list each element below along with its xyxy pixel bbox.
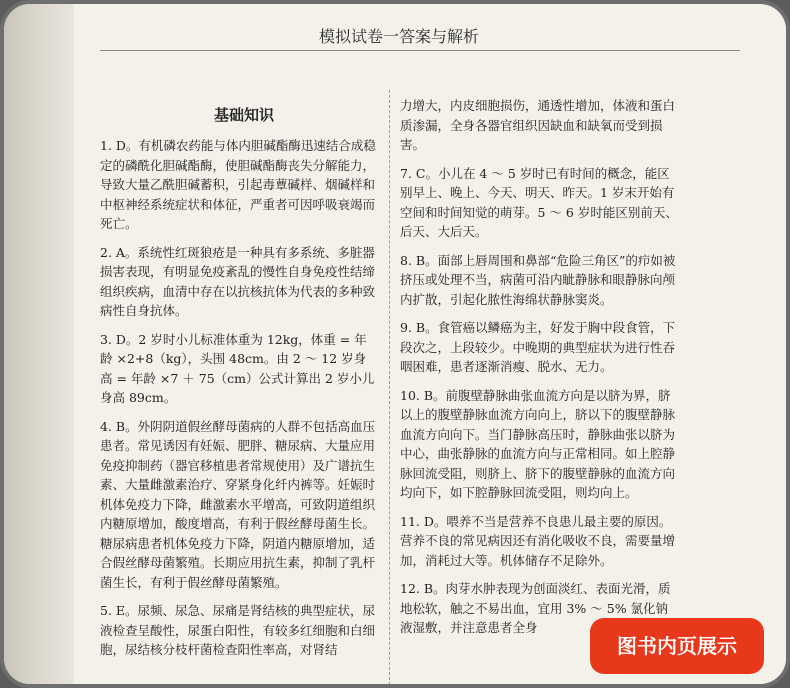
answer-paragraph: 9. B。食管癌以鳞癌为主，好发于胸中段食管，下段次之，上段较少。中晚期的典型症状为进行性吞咽困难，患者逐渐消瘦、脱水、无力。	[400, 320, 676, 374]
page-title: 模拟试卷一答案与解析	[318, 27, 479, 46]
answer-paragraph: 5. E。尿频、尿急、尿痛是肾结核的典型症状，尿液检查呈酸性，尿蛋白阳性，有较多红细胞和白细胞，尿结核分枝杆菌检查阳性率高，对肾结	[100, 603, 376, 657]
answer-paragraph: 3. D。2 岁时小儿标准体重为 12kg，体重 = 年龄 ×2+8（kg），头围 48cm。由 2 ～ 12 岁身高 = 年龄 ×7 ＋ 75（cm）公式计算出 2 岁小儿身高 89cm。	[100, 331, 375, 405]
left-column	[100, 136, 376, 669]
right-column	[400, 96, 680, 647]
book-interior-badge: 图书内页展示	[590, 618, 764, 674]
column-divider	[389, 90, 390, 688]
header-rule	[100, 50, 740, 51]
answer-paragraph: 4. B。外阴阴道假丝酵母菌病的人群不包括高血压患者。常见诱因有妊娠、肥胖、糖尿病、大量应用免疫抑制药（器官移植患者常规使用）及广谱抗生素、大量雌激素治疗、穿紧身化纤内裤等。妊娠时机体免疫力下降，雌激素水平增高，可致阴道组织内糖原增加，酸度增高，有利于假丝酵母菌生长。糖尿病患者机体免疫力下降，阴道内糖原增加，适合假丝酵母菌繁殖。长期应用抗生素，抑制了乳杆菌生长，有利于假丝酵母菌繁殖。	[100, 418, 376, 590]
answer-paragraph: 12. B。肉芽水肿表现为创面淡红、表面光滑，质地松软，触之不易出血，宜用 3% ～ 5% 氯化钠液湿敷，并注意患者全身	[400, 581, 671, 635]
answer-paragraph: 10. B。前腹壁静脉曲张血流方向是以脐为界，脐以上的腹壁静脉血流方向向上，脐以下的腹壁静脉血流方向向下。当门静脉高压时，静脉曲张以脐为中心，曲张静脉的血流方向与正常相同。如上腔静脉回流受阻，则脐上、脐下的腹壁静脉的血流方向均向下，如下腔静脉回流受阻，则均向上。	[400, 387, 676, 500]
answer-paragraph: 1. D。有机磷农药能与体内胆碱酯酶迅速结合成稳定的磷酰化胆碱酯酶，使胆碱酯酶丧失分解能力，导致大量乙酰胆碱蓄积，引起毒蕈碱样、烟碱样和中枢神经系统症状和体征，严重者可因呼吸衰竭而死亡。	[100, 138, 376, 231]
book-spine	[4, 4, 74, 688]
section-title: 基础知识	[213, 106, 274, 124]
answer-paragraph: 8. B。面部上唇周围和鼻部“危险三角区”的疖如被挤压或处理不当，病菌可沿内眦静脉和眼静脉向颅内扩散，引起化脓性海绵状静脉窦炎。	[400, 252, 676, 307]
answer-paragraph: 力增大，内皮细胞损伤，通透性增加，体液和蛋白质渗漏，全身各器官组织因缺血和缺氧而受到损害。	[400, 98, 676, 152]
answer-paragraph: 7. C。小儿在 4 ～ 5 岁时已有时间的概念，能区别早上、晚上、今天、明天、昨天。1 岁末开始有空间和时间知觉的萌芽。5 ～ 6 岁时能区别前天、后天、大后天。	[400, 165, 678, 239]
answer-paragraph: 2. A。系统性红斑狼疮是一种具有多系统、多脏器损害表现，有明显免疫紊乱的慢性自身免疫性结缔组织疾病，血清中存在以抗核抗体为代表的多种致病性自身抗体。	[100, 244, 376, 318]
answer-paragraph: 11. D。喂养不当是营养不良患儿最主要的原因。营养不良的常见病因还有消化吸收不良，需要量增加，消耗过大等。机体储存不足除外。	[400, 513, 676, 568]
